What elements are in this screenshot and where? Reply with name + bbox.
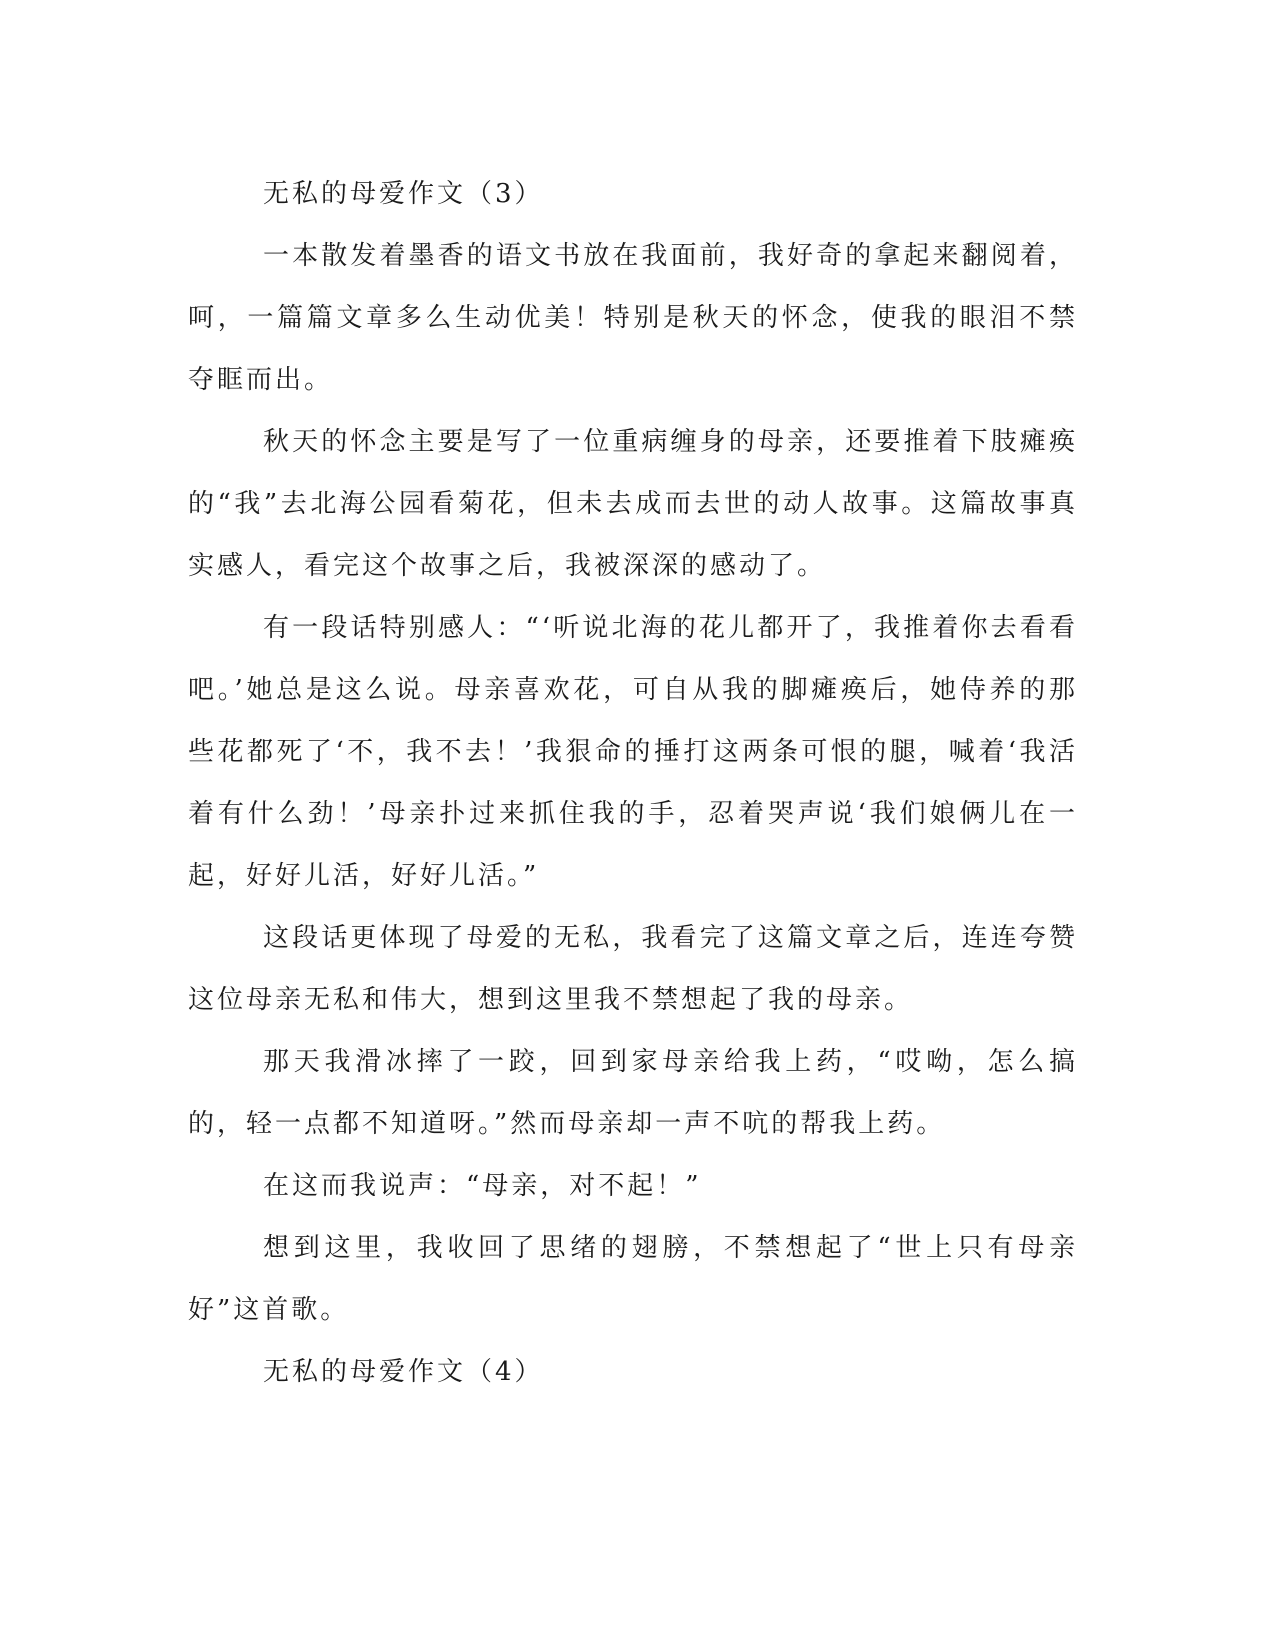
essay-heading-3: 无私的母爱作文（3） bbox=[263, 179, 544, 209]
paragraph-3: 有一段话特别感人：“‘听说北海的花儿都开了，我推着你去看看吧。’她总是这么说。母亲喜欢花，可自从我的脚瘫痪后，她侍养的那些花都死了‘不，我不去！’我狠命的捶打这两条可恨的腿，喊着‘我活着有什么劲！’母亲扑过来抓住我的手，忍着哭声说‘我们娘俩儿在一起，好好儿活，好好儿活。” bbox=[188, 613, 1078, 891]
paragraph-4: 这段话更体现了母爱的无私，我看完了这篇文章之后，连连夸赞这位母亲无私和伟大，想到这里我不禁想起了我的母亲。 bbox=[188, 923, 1078, 1015]
paragraph-7: 想到这里，我收回了思绪的翅膀，不禁想起了“世上只有母亲好”这首歌。 bbox=[188, 1233, 1078, 1325]
essay-body bbox=[188, 163, 1078, 1403]
paragraph-5: 那天我滑冰摔了一跤，回到家母亲给我上药，“哎呦，怎么搞的，轻一点都不知道呀。”然而母亲却一声不吭的帮我上药。 bbox=[188, 1047, 1078, 1139]
paragraph-1: 一本散发着墨香的语文书放在我面前，我好奇的拿起来翻阅着，呵，一篇篇文章多么生动优美！特别是秋天的怀念，使我的眼泪不禁夺眶而出。 bbox=[188, 241, 1078, 395]
paragraph-2: 秋天的怀念主要是写了一位重病缠身的母亲，还要推着下肢瘫痪的“我”去北海公园看菊花，但未去成而去世的动人故事。这篇故事真实感人，看完这个故事之后，我被深深的感动了。 bbox=[188, 427, 1078, 581]
essay-heading-4: 无私的母爱作文（4） bbox=[263, 1357, 544, 1387]
paragraph-6: 在这而我说声：“母亲，对不起！” bbox=[263, 1171, 702, 1201]
